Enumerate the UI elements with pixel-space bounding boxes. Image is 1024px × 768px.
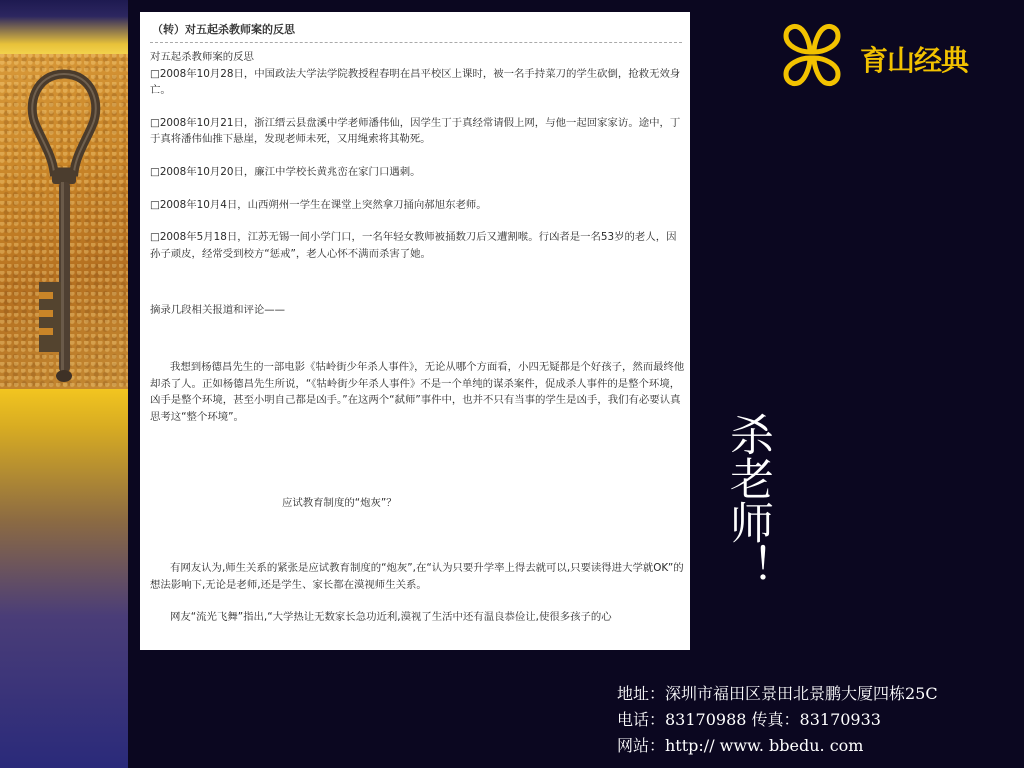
brand-logo-text: 育山经典 [860,44,969,77]
vertical-caption: 杀老师！ [722,412,773,588]
lower-gradient-band [0,389,128,768]
clover-icon [786,26,838,83]
article-paragraph: 摘录几段相关报道和评论—— [150,304,286,317]
article-paragraph: □2008年10月28日，中国政法大学法学院教授程春明在昌平校区上课时，被一名手持菜刀的学生砍倒，抢救无效身亡。 [150,67,681,97]
article-divider [150,42,682,43]
article-paragraph: □2008年10月20日，廉江中学校长黄兆峦在家门口遇刺。 [150,165,421,178]
top-gradient-band [0,0,128,54]
antique-key-image [14,64,114,384]
article-subheading: 应试教育制度的“炮灰”？ [282,497,397,510]
article-paragraph: 网友“流光飞舞”指出,“大学热让无数家长急功近利,漠视了生活中还有温良恭俭让,使很多孩子的心 [170,611,612,624]
article-paragraph: □2008年10月4日，山西朔州一学生在课堂上突然拿刀捅向郝旭东老师。 [150,198,487,211]
brand-logo [778,22,992,88]
article-title: （转）对五起杀教师案的反思 [152,23,295,36]
article-paragraph: 对五起杀教师案的反思 [150,51,254,63]
article-paragraph: □2008年5月18日，江苏无锡一间小学门口，一名年轻女教师被捅数刀后又遭割喉。行凶者是一名53岁的老人，因孙子顽皮，经常受到校方“惩戒”，老人心怀不满而杀害了她。 [150,231,677,260]
article-paragraph: 我想到杨德昌先生的一部电影《牯岭街少年杀人事件》，无论从哪个方面看，小四无疑都是个好孩子，然而最终他却杀了人。正如杨德昌先生所说，“《牯岭街少年杀人事件》不是一个单纯的谋杀案件，促成杀人事件的是整个环境，凶手是整个环境，甚至小明自己都是凶手。”在这两个“弑师”事件中，也并不只有当事的学生是凶手，我们有必要认真思考这“整个环境”。 [150,360,685,423]
phone-fax-text: 电话：83170988 传真：83170933 [617,710,881,729]
contact-info [617,681,1017,759]
article-paragraph: 有网友认为,师生关系的紧张是应试教育制度的“炮灰”,在“认为只要升学率上得去就可以,只要读得进大学就OK”的想法影响下,无论是老师,还是学生、家长都在漠视师生关系。 [150,561,684,591]
website-text: 网站：http:// www. bbedu. com [617,736,864,755]
article-paragraph: □2008年10月21日，浙江缙云县盘溪中学老师潘伟仙，因学生丁于真经常请假上网，与他一起回家家访。途中，丁于真将潘伟仙推下悬崖，发现老师未死，又用绳索将其勒死。 [150,116,681,146]
article-body [150,49,686,626]
article-screenshot [140,12,690,650]
address-text: 地址：深圳市福田区景田北景鹏大厦四栋25C [617,684,938,703]
